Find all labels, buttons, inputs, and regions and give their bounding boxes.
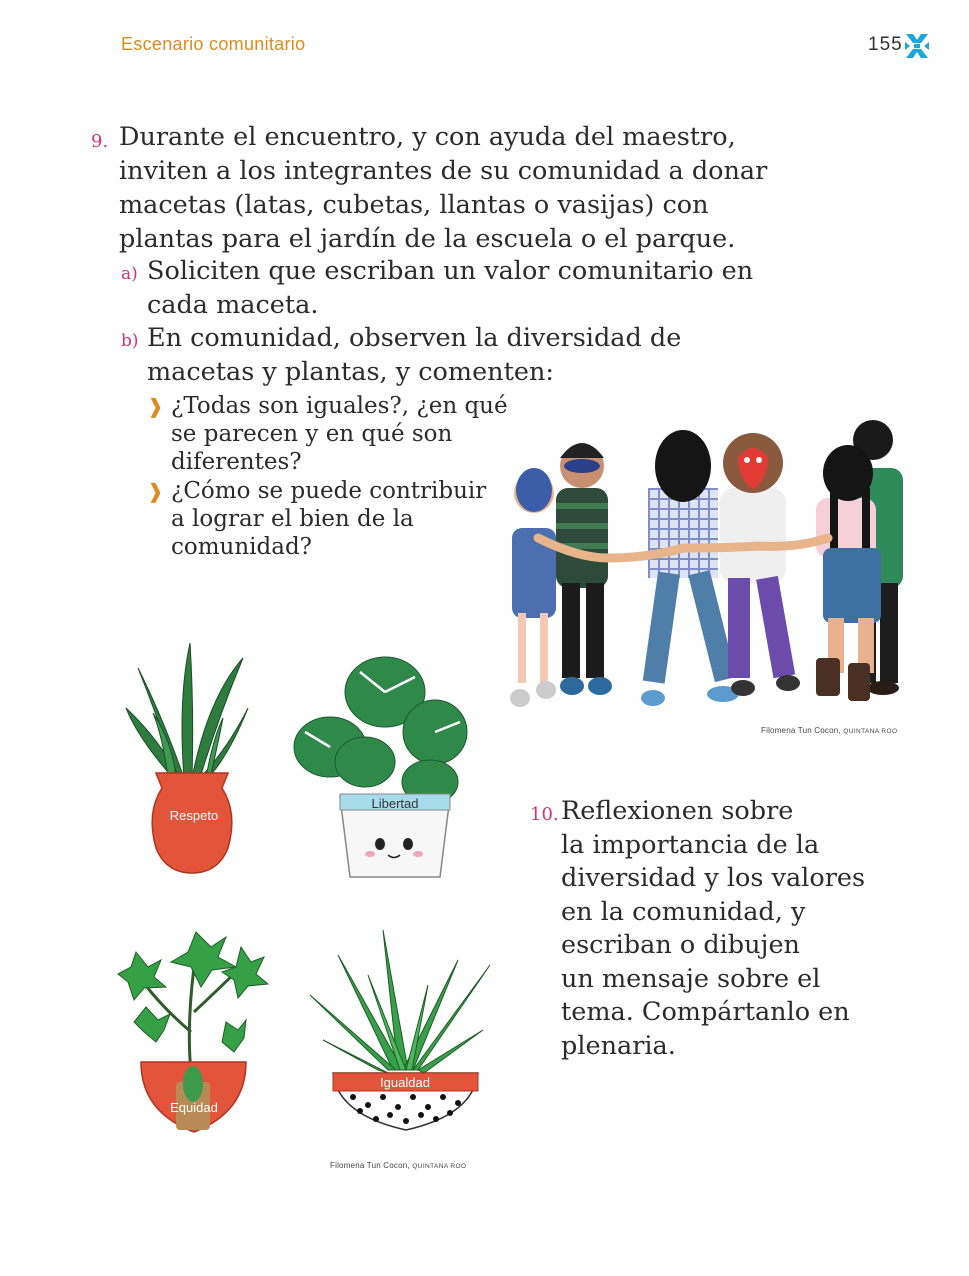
child-figure [556,443,612,695]
aloe-igualdad-illustration [308,925,493,1135]
children-illustration-credit [761,726,897,735]
child-figure [720,433,800,696]
question-9-line-4: plantas para el jardín de la escuela o el parque. [119,224,736,254]
question-10-line-1: Reflexionen sobre [561,796,794,826]
monstera-libertad-illustration [290,652,470,882]
question-10-line-2: la importancia de la [561,830,820,860]
subitem-a-marker: a) [121,264,138,284]
subitem-a-line-1: Soliciten que escriban un valor comunitario en [147,256,754,286]
plants-illustration-credit [330,1161,466,1170]
bullet-arrow-icon: ❱ [147,479,164,503]
bullet-arrow-icon: ❱ [147,394,164,418]
subitem-b-line-1: En comunidad, observen la diversidad de [147,323,682,353]
child-figure [510,468,556,707]
credit-place: QUINTANA ROO [412,1163,467,1170]
question-10-line-7: tema. Compártanlo en [561,997,850,1027]
plant-equidad-illustration [116,912,271,1142]
snake-plant-respeto-illustration [118,638,258,878]
question-10-line-8: plenaria. [561,1031,676,1061]
bullet-2-line-2: a lograr el bien de la [171,506,414,532]
bullet-1-line-2: se parecen y en qué son [171,421,453,447]
page-number: 155 [868,34,903,55]
question-9-line-3: macetas (latas, cubetas, llantas o vasijas) con [119,190,709,220]
question-10-line-5: escriban o dibujen [561,930,800,960]
subitem-b-marker: b) [121,331,139,351]
pot-label-equidad: Equidad [170,1100,218,1115]
question-10-line-3: diversidad y los valores [561,863,866,893]
bullet-2-line-1: ¿Cómo se puede contribuir [171,478,487,504]
subitem-b-line-2: macetas y plantas, y comenten: [147,357,554,387]
subitem-a-line-2: cada maceta. [147,290,319,320]
question-9-number: 9. [91,131,109,152]
question-10-line-6: un mensaje sobre el [561,964,821,994]
pot-label-respeto: Respeto [169,808,219,823]
credit-place: QUINTANA ROO [843,728,898,735]
credit-name: Filomena Tun Cocon, [761,726,841,735]
bullet-2-line-3: comunidad? [171,534,313,560]
pot-label-libertad: Libertad [371,796,419,811]
pot-label-igualdad: Igualdad [380,1075,430,1090]
question-10-line-4: en la comunidad, y [561,897,806,927]
children-circle-illustration [498,418,918,718]
question-9-line-2: inviten a los integrantes de su comunidad a donar [119,156,768,186]
bullet-1-line-1: ¿Todas son iguales?, ¿en qué [171,393,508,419]
book-logo-icon [904,32,930,60]
credit-name: Filomena Tun Cocon, [330,1161,410,1170]
section-title: Escenario comunitario [121,34,306,54]
question-10-number: 10. [530,804,559,825]
question-9-line-1: Durante el encuentro, y con ayuda del maestro, [119,122,736,152]
bullet-1-line-3: diferentes? [171,449,302,475]
